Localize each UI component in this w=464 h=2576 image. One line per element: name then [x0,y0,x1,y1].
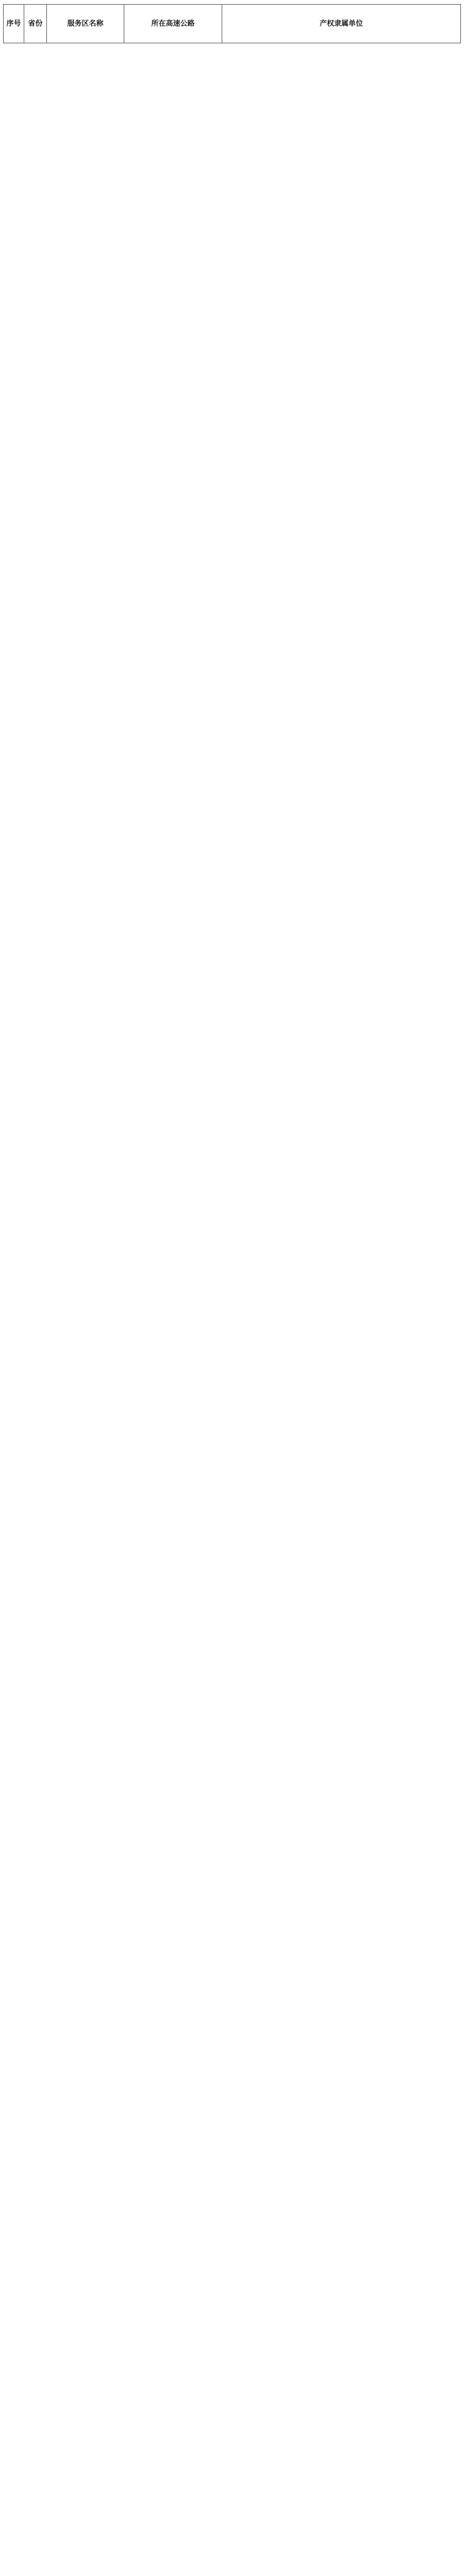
header-highway: 所在高速公路 [124,5,222,43]
table-header-row [4,5,461,43]
header-owner: 产权隶属单位 [222,5,461,43]
service-area-table [3,4,461,43]
document-page [0,0,464,47]
header-province: 省份 [24,5,47,43]
header-service-area: 服务区名称 [47,5,124,43]
header-index: 序号 [4,5,24,43]
